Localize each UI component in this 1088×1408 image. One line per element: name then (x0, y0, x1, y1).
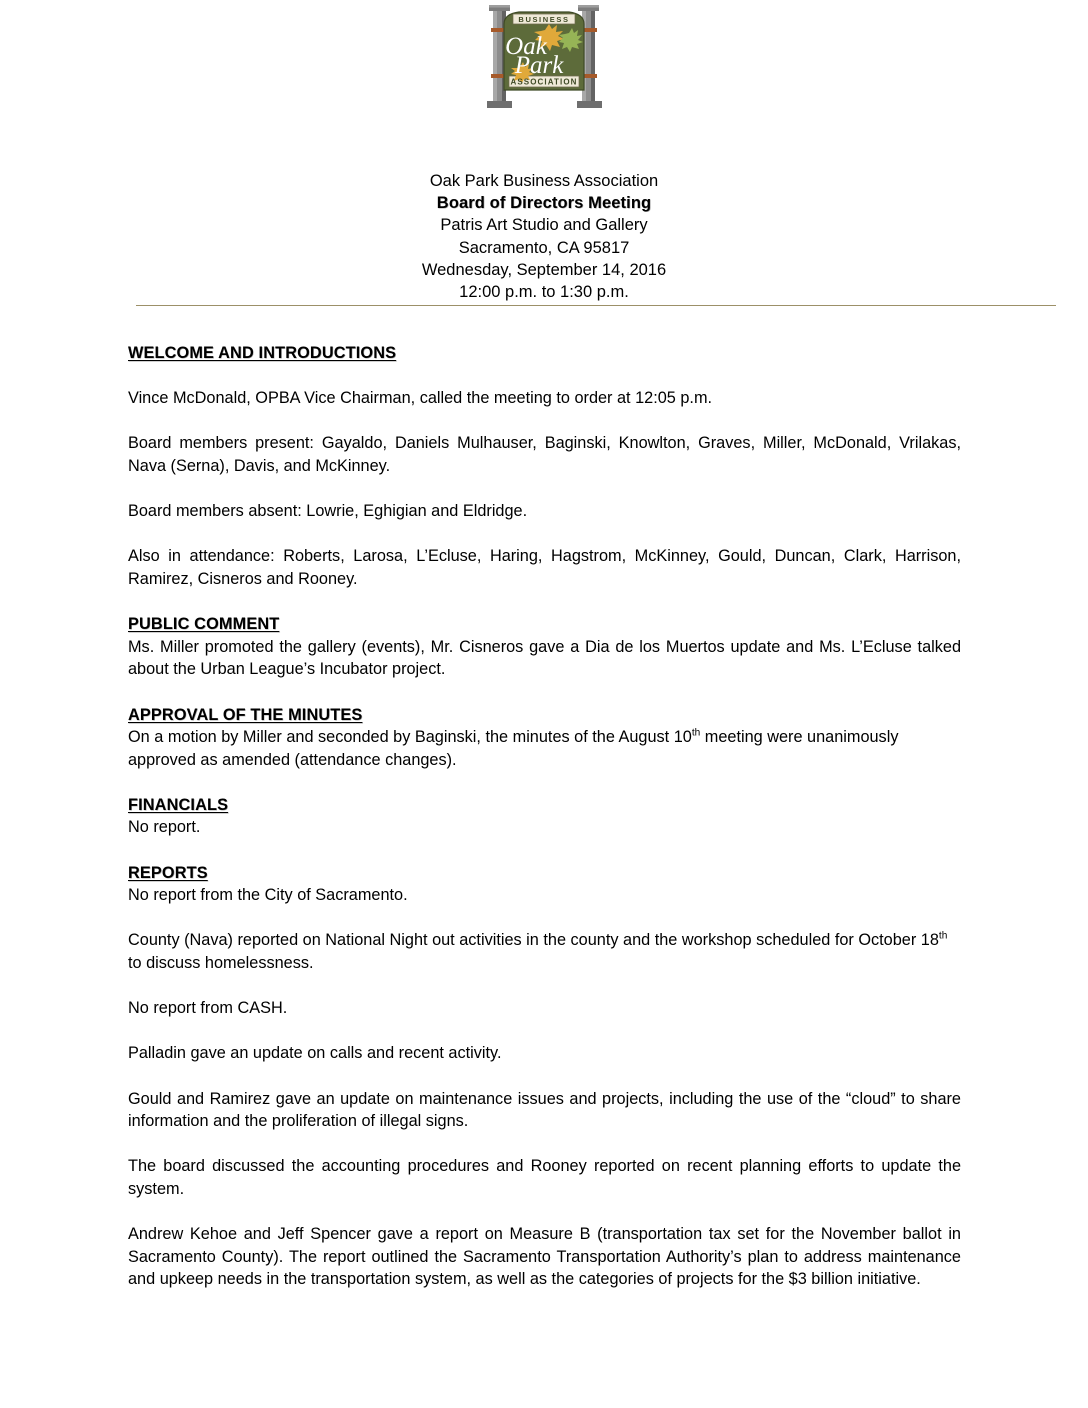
logo-banner-business: BUSINESS (518, 15, 570, 24)
paragraph-public-comment: Ms. Miller promoted the gallery (events), Mr. Cisneros gave a Dia de los Muertos update and Ms. L’Ecluse talked about the Urban League’s Incubator project. (128, 637, 961, 679)
logo-word-park: Park (514, 52, 564, 79)
logo-sign-icon (483, 2, 605, 110)
paragraph-cash-no-report: No report from CASH. (128, 999, 288, 1018)
paragraph-call-to-order: Vince McDonald, OPBA Vice Chairman, called the meeting to order at 12:05 p.m. (128, 389, 713, 408)
section-reports (128, 862, 961, 885)
paragraph-county-report: County (Nava) reported on National Night out activities in the county and the workshop scheduled for October 18th to discuss homelessness. (128, 931, 948, 973)
section-public-comment (128, 613, 961, 636)
section-heading-financials: FINANCIALS (128, 795, 229, 814)
header-organization: Oak Park Business Association (429, 172, 659, 190)
paragraph-palladin-update: Palladin gave an update on calls and recent activity. (128, 1044, 502, 1063)
section-approval-of-minutes (128, 704, 961, 727)
header-divider (136, 305, 1056, 306)
logo-banner-association: ASSOCIATION (510, 77, 578, 87)
paragraph-city-no-report: No report from the City of Sacramento. (128, 886, 408, 905)
header-city-state-zip: Sacramento, CA 95817 (458, 238, 630, 257)
section-heading-welcome: WELCOME AND INTRODUCTIONS (128, 344, 397, 362)
section-welcome (128, 342, 961, 365)
paragraph-approval-of-minutes: On a motion by Miller and seconded by Baginski, the minutes of the August 10th meeting were unanimously approved as amended (attendance changes). (128, 727, 899, 769)
paragraph-also-in-attendance: Also in attendance: Roberts, Larosa, L’Ecluse, Haring, Hagstrom, McKinney, Gould, Duncan, Clark, Harrison, Ramirez, Cisneros and Rooney. (128, 547, 961, 588)
section-heading-reports: REPORTS (128, 863, 208, 882)
paragraph-gould-ramirez-update: Gould and Ramirez gave an update on maintenance issues and projects, including the use of the “cloud” to share information and the proliferation of illegal signs. (128, 1089, 961, 1131)
section-heading-approval-of-minutes: APPROVAL OF THE MINUTES (128, 705, 363, 724)
header-time: 12:00 p.m. to 1:30 p.m. (459, 283, 629, 302)
meeting-header (0, 170, 1088, 303)
paragraph-financials: No report. (128, 818, 201, 837)
paragraph-measure-b-report: Andrew Kehoe and Jeff Spencer gave a report on Measure B (transportation tax set for the November ballot in Sacramento County). The report outlined the Sacramento Transportation Authority’s plan to address maintenance and upkeep needs in the transportation system, as well as the categories of projects for the $3 billion initiative. (128, 1225, 961, 1289)
minutes-body (128, 342, 961, 1291)
section-heading-public-comment: PUBLIC COMMENT (128, 615, 280, 634)
header-meeting-title: Board of Directors Meeting (436, 194, 652, 213)
header-date: Wednesday, September 14, 2016 (421, 260, 667, 279)
paragraph-members-present: Board members present: Gayaldo, Daniels Mulhauser, Baginski, Knowlton, Graves, Miller, McDonald, Vrilakas, Nava (Serna), Davis, and McKinney. (128, 434, 961, 475)
section-financials (128, 794, 961, 817)
logo-container (0, 2, 1088, 110)
oak-park-business-association-logo (483, 2, 605, 110)
paragraph-accounting-procedures: The board discussed the accounting procedures and Rooney reported on recent planning efforts to update the system. (128, 1157, 961, 1198)
paragraph-members-absent: Board members absent: Lowrie, Eghigian and Eldridge. (128, 502, 528, 521)
header-venue: Patris Art Studio and Gallery (440, 216, 648, 235)
logo-word-oak: Oak (505, 33, 547, 60)
